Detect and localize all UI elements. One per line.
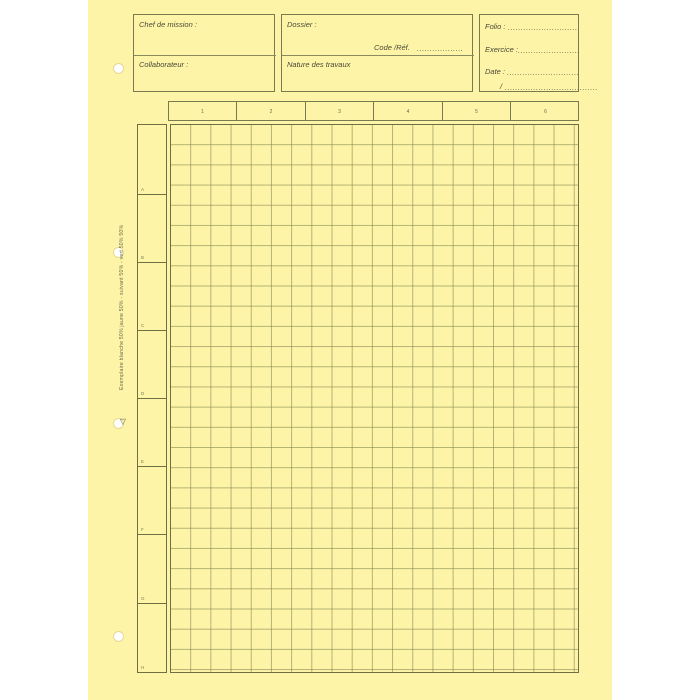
left-column-row-label: D [141, 391, 145, 396]
worksheet-grid [170, 124, 579, 673]
column-header-cell: 4 [374, 102, 443, 120]
exercice-dots: ........................ [518, 46, 581, 55]
date-dots: ............................ [507, 68, 580, 77]
column-header-strip [168, 101, 579, 121]
right-white-margin [612, 0, 700, 700]
left-column-row-label: A [141, 187, 145, 192]
left-column-row-label: B [141, 255, 145, 260]
left-white-margin [0, 0, 88, 700]
header-box-dossier [281, 14, 473, 92]
left-column-row-label: H [141, 665, 145, 670]
left-column-row-label: G [141, 596, 145, 601]
left-column-row [138, 604, 166, 672]
dossier-label: Dossier : [287, 20, 317, 29]
left-column-row-label: E [141, 459, 145, 464]
exercice-label: Exercice : [485, 45, 518, 54]
folio-label: Folio : [485, 22, 506, 31]
date-label: Date : [485, 67, 506, 76]
left-column-row [138, 331, 166, 399]
left-column-row [138, 125, 166, 195]
dossier-divider [282, 55, 474, 56]
column-header-cell: 1 [169, 102, 237, 120]
collaborateur-label: Collaborateur : [139, 60, 189, 69]
left-column-row [138, 467, 166, 535]
nature-des-travaux-label: Nature des travaux [287, 60, 351, 69]
left-column-row-label: C [141, 323, 145, 328]
column-header-cell: 5 [443, 102, 511, 120]
column-header-cell: 2 [237, 102, 306, 120]
left-column-row-label: F [141, 527, 144, 532]
code-ref-label: Code /Réf. [374, 43, 410, 52]
left-column-row [138, 195, 166, 263]
punch-hole-bottom [113, 631, 124, 642]
chef-de-mission-label: Chef de mission : [139, 20, 197, 29]
date-slash-label: / [500, 82, 503, 91]
header-box-mission [133, 14, 275, 92]
mission-divider [134, 55, 276, 56]
column-header-cell: 3 [306, 102, 374, 120]
column-header-cell: 6 [544, 109, 547, 115]
side-note-text: Exemplaire blanche 50% jaune 50% - suivant 50% - vert 50% 50% [119, 224, 125, 390]
folio-dots: ........................... [508, 23, 578, 32]
header-box-folio [479, 14, 599, 92]
left-column-row [138, 263, 166, 331]
left-label-column [137, 124, 167, 673]
left-column-row [138, 535, 166, 604]
side-note-arrow-icon: ◁ [118, 418, 127, 425]
date-slash-dots: .................................... [505, 83, 599, 92]
code-ref-dots: .................. [417, 44, 464, 53]
punch-hole-top [113, 63, 124, 74]
left-column-row [138, 399, 166, 467]
